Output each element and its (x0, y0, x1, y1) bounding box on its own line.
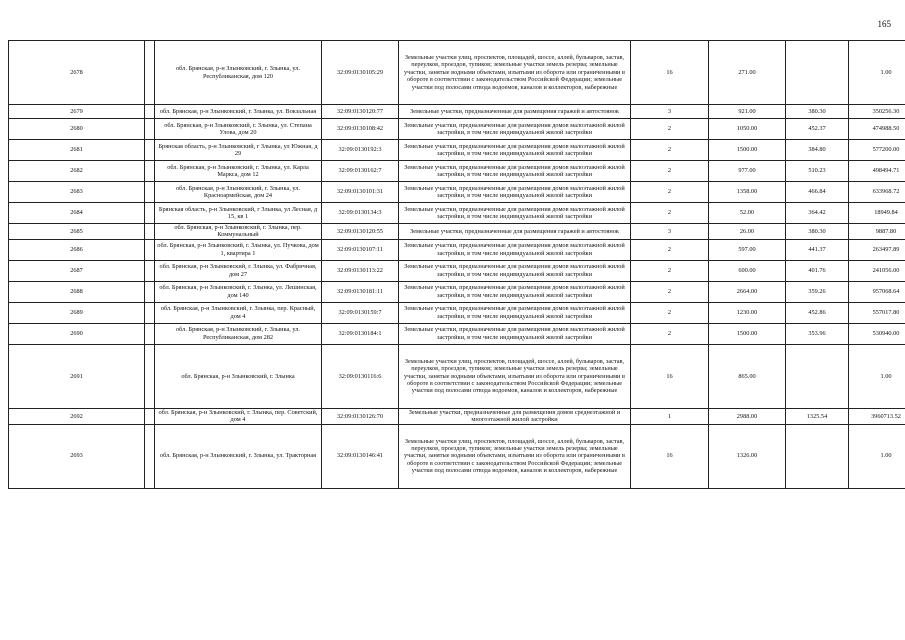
cell-spacer (145, 41, 155, 105)
cell-cadastral-number: 32:09:0130192:3 (322, 140, 399, 161)
cell-cadastral-number: 32:09:0130107:11 (322, 239, 399, 260)
cell-specific-value (786, 344, 849, 408)
cell-spacer (145, 182, 155, 203)
cell-cadastral-number: 32:09:0130101:31 (322, 182, 399, 203)
cell-cadastral-value: 3960713.52 (849, 408, 905, 424)
cell-address: обл. Брянская, р-н Злынковский, г. Злынка, ул. Пучкова, дом 1, квартира 1 (155, 239, 322, 260)
cell-cadastral-value: 1.00 (849, 41, 905, 105)
cell-specific-value: 510.23 (786, 161, 849, 182)
cell-group-code: 2 (631, 119, 709, 140)
cell-cadastral-value: 9887.80 (849, 224, 905, 240)
cell-specific-value: 364.42 (786, 203, 849, 224)
cell-specific-value: 353.96 (786, 323, 849, 344)
cell-number: 2681 (9, 140, 145, 161)
cell-cadastral-number: 32:09:0130126:70 (322, 408, 399, 424)
cell-specific-value: 380.30 (786, 105, 849, 119)
cell-area: 52.00 (709, 203, 786, 224)
cell-permitted-use: Земельные участки, предназначенные для размещения гаражей и автостоянок (399, 224, 631, 240)
cell-permitted-use: Земельные участки, предназначенные для размещения домов малоэтажной жилой застройки, в том числе индивидуальной жилой застройки (399, 281, 631, 302)
table-row (9, 424, 905, 488)
cell-number: 2690 (9, 323, 145, 344)
cell-cadastral-number: 32:09:0130134:3 (322, 203, 399, 224)
cell-cadastral-value: 957068.64 (849, 281, 905, 302)
cell-number: 2687 (9, 260, 145, 281)
cell-group-code: 16 (631, 424, 709, 488)
cell-area: 921.00 (709, 105, 786, 119)
cell-address: Брянская область, р-н Злынковский, г Злынка, ул Лесная, д 15, кв 1 (155, 203, 322, 224)
cell-spacer (145, 161, 155, 182)
cell-spacer (145, 239, 155, 260)
cell-cadastral-number: 32:09:0130159:7 (322, 302, 399, 323)
cell-cadastral-number: 32:09:0130120:77 (322, 105, 399, 119)
cell-area: 1500.00 (709, 323, 786, 344)
cell-group-code: 2 (631, 281, 709, 302)
cell-group-code: 3 (631, 105, 709, 119)
cell-spacer (145, 140, 155, 161)
table-row (9, 344, 905, 408)
cell-group-code: 2 (631, 140, 709, 161)
cell-permitted-use: Земельные участки, предназначенные для размещения домов малоэтажной жилой застройки, в том числе индивидуальной жилой застройки (399, 182, 631, 203)
cell-specific-value: 384.80 (786, 140, 849, 161)
table-row (9, 281, 905, 302)
cell-specific-value: 401.76 (786, 260, 849, 281)
cell-group-code: 3 (631, 224, 709, 240)
cell-permitted-use: Земельные участки, предназначенные для размещения домов малоэтажной жилой застройки, в том числе индивидуальной жилой застройки (399, 161, 631, 182)
cell-area: 1358.00 (709, 182, 786, 203)
cell-cadastral-value: 530940.00 (849, 323, 905, 344)
table-row (9, 41, 905, 105)
cell-number: 2679 (9, 105, 145, 119)
cell-cadastral-number: 32:09:0130116:6 (322, 344, 399, 408)
cell-number: 2685 (9, 224, 145, 240)
cell-cadastral-number: 32:09:0130162:7 (322, 161, 399, 182)
table-row (9, 323, 905, 344)
table-row (9, 105, 905, 119)
cell-cadastral-number: 32:09:0130105:29 (322, 41, 399, 105)
cell-area: 1500.00 (709, 140, 786, 161)
cell-spacer (145, 119, 155, 140)
cell-permitted-use: Земельные участки, предназначенные для размещения домов малоэтажной жилой застройки, в том числе индивидуальной жилой застройки (399, 323, 631, 344)
cell-address: обл. Брянская, р-н Злынковский, г. Злынка, пер. Советский, дом 4 (155, 408, 322, 424)
cell-specific-value (786, 41, 849, 105)
cell-number: 2684 (9, 203, 145, 224)
cell-cadastral-number: 32:09:0130184:1 (322, 323, 399, 344)
table-row (9, 119, 905, 140)
cell-group-code: 2 (631, 182, 709, 203)
cell-specific-value: 1325.54 (786, 408, 849, 424)
cell-address: обл. Брянская, р-н Злынковский, г. Злынка, ул. Степана Улова, дом 20 (155, 119, 322, 140)
cell-group-code: 2 (631, 302, 709, 323)
cell-area: 597.00 (709, 239, 786, 260)
cell-number: 2693 (9, 424, 145, 488)
cell-spacer (145, 323, 155, 344)
cell-permitted-use: Земельные участки, предназначенные для размещения домов малоэтажной жилой застройки, в том числе индивидуальной жилой застройки (399, 140, 631, 161)
cell-group-code: 2 (631, 260, 709, 281)
cell-cadastral-value: 577200.00 (849, 140, 905, 161)
table-row (9, 260, 905, 281)
cell-number: 2688 (9, 281, 145, 302)
cell-permitted-use: Земельные участки, предназначенные для размещения домов малоэтажной жилой застройки, в том числе индивидуальной жилой застройки (399, 260, 631, 281)
cell-cadastral-value: 557017.80 (849, 302, 905, 323)
cell-specific-value: 359.26 (786, 281, 849, 302)
cell-area: 600.00 (709, 260, 786, 281)
cell-permitted-use: Земельные участки, предназначенные для размещения домов малоэтажной жилой застройки, в том числе индивидуальной жилой застройки (399, 302, 631, 323)
cell-address: Брянская область, р-н Злынковский, г Злынка, ул Южная, д 29 (155, 140, 322, 161)
cell-spacer (145, 424, 155, 488)
cell-cadastral-value: 1.00 (849, 424, 905, 488)
cell-cadastral-number: 32:09:0130108:42 (322, 119, 399, 140)
cell-group-code: 1 (631, 408, 709, 424)
cell-spacer (145, 281, 155, 302)
cell-group-code: 2 (631, 161, 709, 182)
cell-area: 1326.00 (709, 424, 786, 488)
cell-address: обл. Брянская, р-н Злынковский, г. Злынка, пер. Красный, дом 4 (155, 302, 322, 323)
cell-address: обл. Брянская, р-н Злынковский, г. Злынка (155, 344, 322, 408)
cell-cadastral-number: 32:09:0130181:11 (322, 281, 399, 302)
cell-permitted-use: Земельные участки, предназначенные для размещения гаражей и автостоянок (399, 105, 631, 119)
cell-specific-value: 466.84 (786, 182, 849, 203)
table-row (9, 182, 905, 203)
cell-spacer (145, 203, 155, 224)
cell-cadastral-number: 32:09:0130146:41 (322, 424, 399, 488)
cell-area: 2988.00 (709, 408, 786, 424)
cell-number: 2682 (9, 161, 145, 182)
cell-cadastral-value: 474988.50 (849, 119, 905, 140)
cell-group-code: 16 (631, 41, 709, 105)
cell-area: 1050.00 (709, 119, 786, 140)
cell-cadastral-value: 498494.71 (849, 161, 905, 182)
cell-area: 977.00 (709, 161, 786, 182)
cell-address: обл. Брянская, р-н Злынковский, г. Злынка, ул. Красноармейская, дом 24 (155, 182, 322, 203)
cell-number: 2686 (9, 239, 145, 260)
cell-number: 2689 (9, 302, 145, 323)
cell-cadastral-value: 241056.00 (849, 260, 905, 281)
page-number: 165 (877, 19, 891, 29)
cell-area: 26.00 (709, 224, 786, 240)
table-row (9, 224, 905, 240)
cell-spacer (145, 105, 155, 119)
cell-group-code: 2 (631, 323, 709, 344)
cell-number: 2683 (9, 182, 145, 203)
cell-specific-value: 452.37 (786, 119, 849, 140)
cell-area: 2664.00 (709, 281, 786, 302)
cell-address: обл. Брянская, р-н Злынковский, г. Злынка, ул. Республиканская, дом 282 (155, 323, 322, 344)
cell-number: 2680 (9, 119, 145, 140)
cell-number: 2678 (9, 41, 145, 105)
cell-number: 2692 (9, 408, 145, 424)
cell-permitted-use: Земельные участки, предназначенные для размещения домов малоэтажной жилой застройки, в том числе индивидуальной жилой застройки (399, 203, 631, 224)
cell-cadastral-value: 18949.84 (849, 203, 905, 224)
cell-specific-value: 441.37 (786, 239, 849, 260)
cell-address: обл. Брянская, р-н Злынковский, г. Злынка, ул. Фабричная, дом 27 (155, 260, 322, 281)
cell-permitted-use: Земельные участки, предназначенные для размещения домов малоэтажной жилой застройки, в том числе индивидуальной жилой застройки (399, 239, 631, 260)
cell-number: 2691 (9, 344, 145, 408)
cell-address: обл. Брянская, р-н Злынковский, г. Злынка, ул. Лешинская, дом 140 (155, 281, 322, 302)
cell-permitted-use: Земельные участки, предназначенные для размещения домов среднеэтажной и многоэтажной жилой застройки (399, 408, 631, 424)
cell-cadastral-value: 263497.89 (849, 239, 905, 260)
cell-cadastral-value: 350256.30 (849, 105, 905, 119)
cell-specific-value: 380.30 (786, 224, 849, 240)
table-row (9, 408, 905, 424)
table-body (9, 41, 905, 489)
cell-spacer (145, 260, 155, 281)
cell-specific-value: 452.86 (786, 302, 849, 323)
cell-address: обл. Брянская, р-н Злынковский, г. Злынка, ул. Карла Маркса, дом 12 (155, 161, 322, 182)
cell-permitted-use: Земельные участки улиц, проспектов, площадей, шоссе, аллей, бульваров, застав, переулков, проездов, тупиков; земельные участки земель резерва; земельные участки, занятые водными объектами, изъятыми из оборота или ограниченными в обороте в соответствии с законодательством Российской Федерации; земельные участки под полосами отвода водоемов, каналов и коллекторов, набережные (399, 424, 631, 488)
cell-permitted-use: Земельные участки, предназначенные для размещения домов малоэтажной жилой застройки, в том числе индивидуальной жилой застройки (399, 119, 631, 140)
cell-area: 271.00 (709, 41, 786, 105)
cell-specific-value (786, 424, 849, 488)
cell-group-code: 2 (631, 239, 709, 260)
cell-spacer (145, 302, 155, 323)
table-row (9, 161, 905, 182)
cell-address: обл. Брянская, р-н Злынковский, г. Злынка, ул. Тракторная (155, 424, 322, 488)
land-registry-table (8, 40, 905, 489)
cell-group-code: 16 (631, 344, 709, 408)
cell-address: обл. Брянская, р-н Злынковский, г. Злынка, ул. Республиканская, дом 120 (155, 41, 322, 105)
cell-spacer (145, 344, 155, 408)
cell-cadastral-number: 32:09:0130120:55 (322, 224, 399, 240)
cell-permitted-use: Земельные участки улиц, проспектов, площадей, шоссе, аллей, бульваров, застав, переулков, проездов, тупиков; земельные участки земель резерва; земельные участки, занятые водными объектами, изъятыми из оборота или ограниченными в обороте в соответствии с законодательством Российской Федерации; земельные участки под полосами отвода водоемов, каналов и коллекторов, набережные (399, 41, 631, 105)
table-row (9, 239, 905, 260)
table-row (9, 140, 905, 161)
cell-address: обл. Брянская, р-н Злынковский, г. Злынка, пер. Коммунальный (155, 224, 322, 240)
cell-cadastral-value: 633968.72 (849, 182, 905, 203)
table-row (9, 203, 905, 224)
cell-spacer (145, 408, 155, 424)
cell-area: 1230.00 (709, 302, 786, 323)
table-row (9, 302, 905, 323)
cell-spacer (145, 224, 155, 240)
cell-permitted-use: Земельные участки улиц, проспектов, площадей, шоссе, аллей, бульваров, застав, переулков, проездов, тупиков; земельные участки земель резерва; земельные участки, занятые водными объектами, изъятыми из оборота или ограниченными в обороте в соответствии с законодательством Российской Федерации; земельные участки под полосами отвода водоемов, каналов и коллекторов, набережные (399, 344, 631, 408)
cell-address: обл. Брянская, р-н Злынковский, г. Злынка, ул. Вокзальная (155, 105, 322, 119)
cell-group-code: 2 (631, 203, 709, 224)
cell-area: 865.00 (709, 344, 786, 408)
cell-cadastral-value: 1.00 (849, 344, 905, 408)
cell-cadastral-number: 32:09:0130113:22 (322, 260, 399, 281)
